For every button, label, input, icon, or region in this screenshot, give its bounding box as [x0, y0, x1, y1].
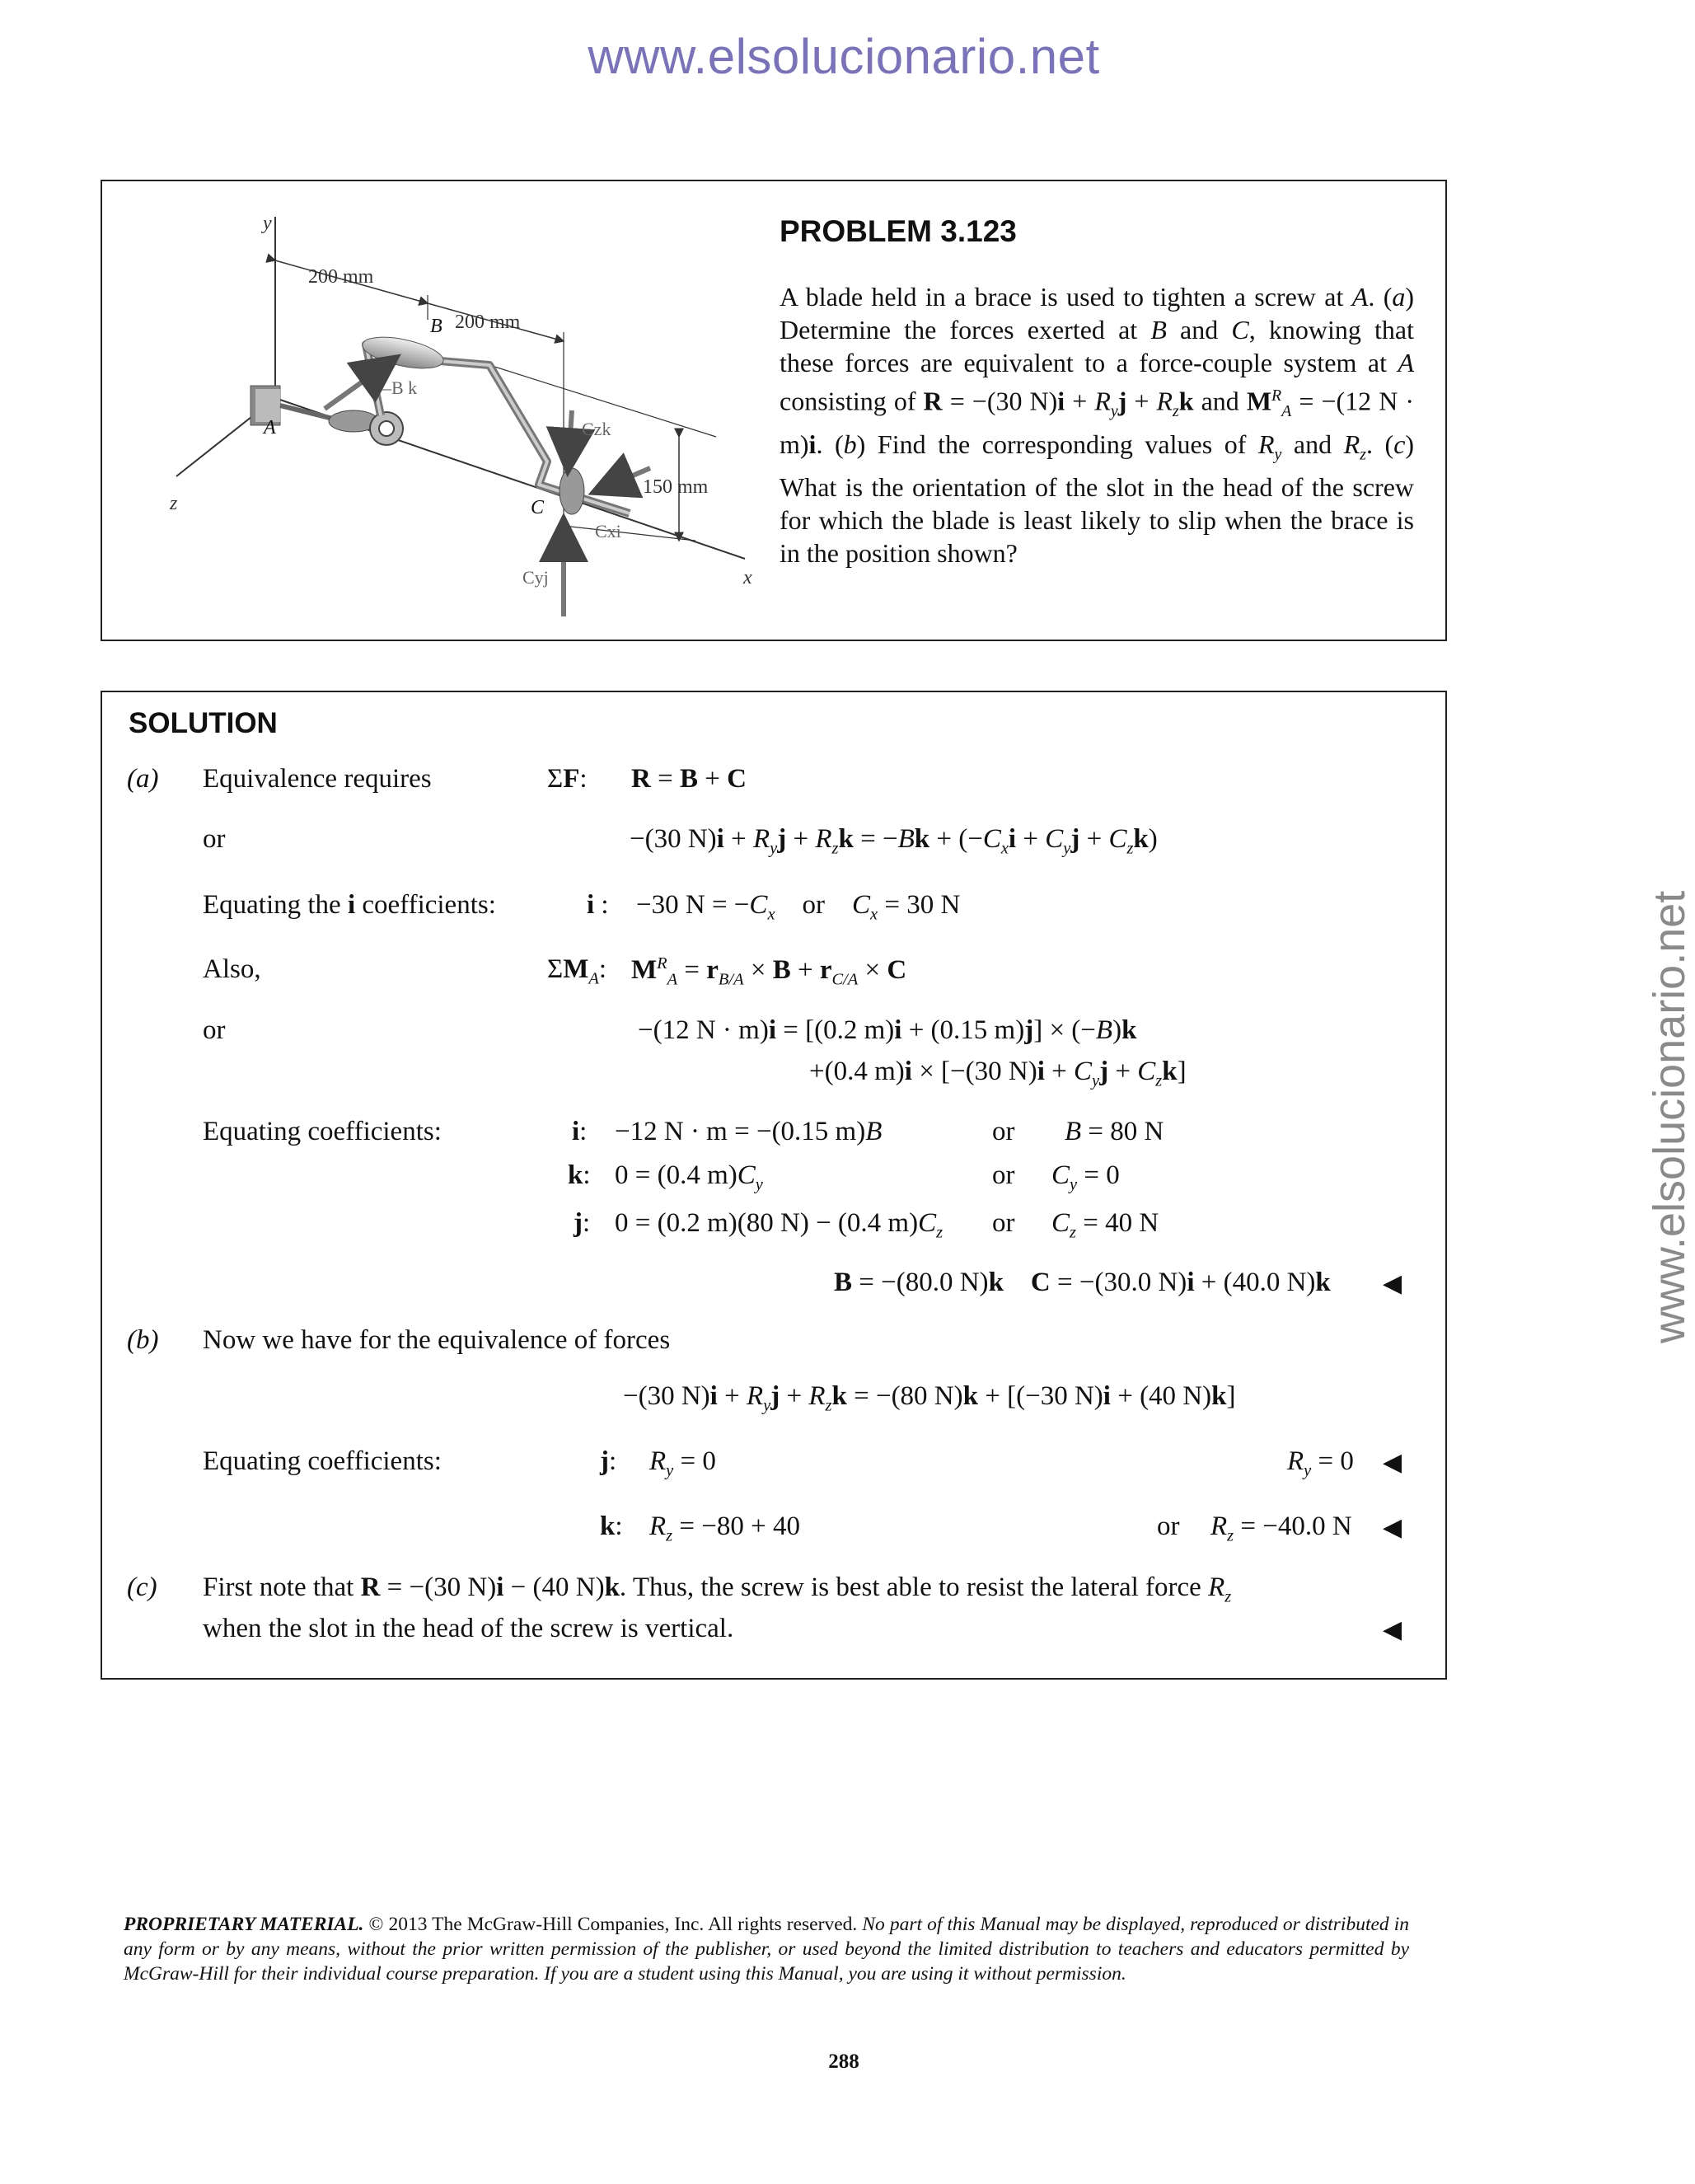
axis-x-label: x	[743, 567, 752, 588]
equating-text: Equating coefficients:	[203, 1117, 442, 1146]
force-cx-label: Cxi	[595, 521, 621, 541]
ci-eq: −12 N · m = −(0.15 m)B	[615, 1117, 883, 1146]
ck-eq: 0 = (0.4 $m)C_y$	[615, 1160, 763, 1194]
dim-right: 150 mm	[643, 476, 709, 498]
axis-z-label: z	[170, 493, 178, 514]
equating-b-text: Equating coefficients:	[203, 1446, 442, 1476]
axis-y-label: y	[263, 213, 272, 234]
footer-notice	[124, 1912, 1409, 1986]
sum-f-label: ΣF:	[547, 764, 588, 794]
footer-lead: PROPRIETARY MATERIAL.	[124, 1914, 364, 1935]
sum-f-eq: R = B + C	[631, 764, 747, 794]
brace-figure	[119, 188, 827, 633]
ck-or: or	[992, 1160, 1015, 1190]
solution-title: SOLUTION	[129, 707, 278, 739]
answer-a-marker: ◀	[1383, 1270, 1402, 1297]
problem-box	[101, 180, 1447, 641]
sum-m-label: $\Sigma M_A$:	[547, 954, 607, 988]
problem-title: PROBLEM 3.123	[780, 214, 1017, 248]
ck-label: k:	[568, 1160, 591, 1190]
bk-marker: ◀	[1383, 1514, 1402, 1541]
bj-eq: $R_y = 0$	[649, 1446, 716, 1480]
ck-res: $C_y = 0$	[1051, 1160, 1120, 1194]
page-number: 288	[828, 2050, 859, 2073]
ci-or: or	[992, 1117, 1015, 1146]
problem-statement: A blade held in a brace is used to tighten a screw at A. (a) Determine the forces exerted at B and C, knowing that these forces are equivalent to a force-couple system at A consisting of R = −(30 $N)i + R_yj + R_zk$ and $M^R_A = -(12$ N · m)i. (b) Find the corresponding values of $R_y$ and $R_z$. (c) What is the orientation of the slot in the head of the screw for which the blade is least likely to slip when the brace is in the position shown?	[780, 282, 1415, 569]
arrow-cz	[568, 410, 572, 472]
label-a: A	[264, 417, 276, 438]
cj-or: or	[992, 1208, 1015, 1238]
label-b: B	[430, 316, 442, 337]
force-cz-label: Czk	[582, 419, 611, 439]
or-1: or	[203, 824, 226, 854]
first-note-text: First note that R = −(30 N)i − (40 N)k. Thus, the screw is best able to resist the lateral force $R_z$	[203, 1572, 1232, 1606]
answer-a: B = −(80.0 N)k C = −(30.0 N)i + (40.0 N)k	[834, 1268, 1331, 1297]
arrow-cx	[592, 468, 650, 493]
sum-m-eq: $M^R_A = r_{B/A} \times B + r_{C/A} \times C$	[631, 954, 907, 989]
or-2: or	[203, 1015, 226, 1045]
bk-eq: $R_z = -80 + 40$	[649, 1511, 800, 1545]
bk-or: or	[1157, 1511, 1180, 1541]
equivalence-text: Equivalence requires	[203, 764, 432, 794]
solution-box	[101, 691, 1447, 1680]
part-c-marker: ◀	[1383, 1616, 1402, 1643]
bj-marker: ◀	[1383, 1449, 1402, 1476]
force-cy-label: Cyj	[522, 567, 549, 588]
dim-top: 200 mm	[308, 266, 374, 288]
also-text: Also,	[203, 954, 261, 984]
i-eq: −30 $N = -C_x$ or $C_x = 30$ N	[636, 890, 961, 924]
part-a-label: (a)	[127, 764, 159, 794]
dim-mid: 200 mm	[455, 312, 521, 333]
equating-i-text: Equating the i coefficients:	[203, 890, 496, 920]
force-b-label: –B k	[382, 377, 418, 398]
ci-res: B = 80 N	[1065, 1117, 1164, 1146]
b-eq: −(30 $N)i + R_yj + R_zk = -(80$ N)k + [(−30 N)i + (40 N)k]	[623, 1381, 1236, 1415]
now-text: Now we have for the equivalence of forces	[203, 1325, 671, 1355]
bj-ans: $R_y = 0$	[1287, 1446, 1354, 1480]
first-note-text-2: when the slot in the head of the screw is vertical.	[203, 1614, 734, 1643]
knob-c	[560, 468, 584, 514]
watermark-side: www.elsolucionario.net	[1645, 890, 1694, 1343]
footer-rest: No part of this Manual may be displayed, reproduced or distributed in any form or by any means, without the prior written permission of the publisher, or used beyond the limited distribution to teachers and educators permitted by McGraw-Hill for their individual course preparation. If you are a student using this Manual, you are using it without permission.	[124, 1914, 1410, 1985]
cj-res: $C_z = 40$ N	[1051, 1208, 1159, 1242]
part-b-label: (b)	[127, 1325, 159, 1355]
cj-eq: 0 = (0.2 m)(80 N) − (0.4 $m)C_z$	[615, 1208, 943, 1242]
watermark-top: www.elsolucionario.net	[588, 29, 1100, 84]
bk-ans: $R_z = -40.0$ N	[1210, 1511, 1352, 1545]
bj-label: j:	[600, 1446, 617, 1476]
bk-label: k:	[600, 1511, 623, 1541]
i-label: i :	[587, 890, 609, 920]
ci-label: i:	[572, 1117, 588, 1146]
footer-copyright: © 2013 The McGraw-Hill Companies, Inc. All rights reserved.	[368, 1914, 858, 1935]
cj-label: j:	[574, 1208, 591, 1238]
label-c: C	[531, 497, 545, 518]
part-c-label: (c)	[127, 1572, 157, 1602]
moment-eq-1: −(12 N · m)i = [(0.2 m)i + (0.15 m)j] × (−B)k	[638, 1015, 1137, 1045]
force-eq: −(30 $N)i + R_yj + R_zk = -Bk + (-C_xi + C_yj + C_zk)$	[630, 824, 1158, 858]
moment-eq-2: +(0.4 m)i × [−(30 $N)i + C_yj + C_zk$]	[809, 1057, 1187, 1090]
